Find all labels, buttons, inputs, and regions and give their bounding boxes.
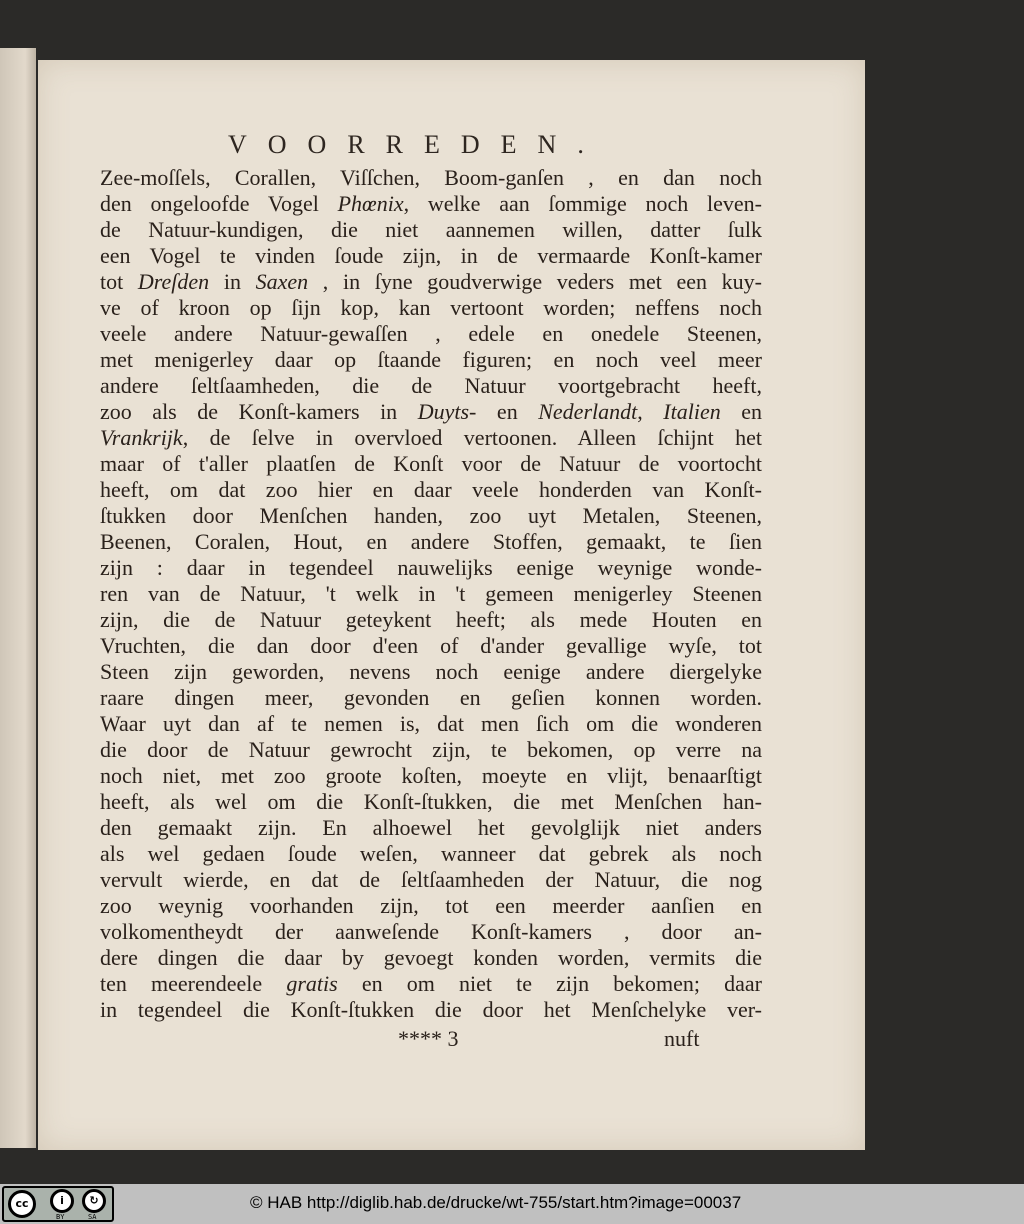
text-segment: den gemaakt zijn. En alhoewel het gevolglijk niet anders [100, 815, 762, 840]
text-line [100, 659, 762, 685]
text-line [100, 555, 762, 581]
text-segment: heeft, om dat zoo hier en daar veele honderden van Konſt- [100, 477, 762, 502]
text-line [100, 451, 762, 477]
catchword: nuft [664, 1026, 700, 1051]
text-line [100, 529, 762, 555]
cc-icon: cc [8, 1190, 36, 1218]
text-line [100, 945, 762, 971]
italic-text: Saxen [255, 269, 309, 294]
signature-mark: **** 3 [398, 1026, 459, 1051]
text-segment: en [476, 399, 539, 424]
italic-text: Phœnix [337, 191, 404, 216]
text-segment: een Vogel te vinden ſoude zijn, in de vermaarde Konſt-kamer [100, 243, 762, 268]
text-line [100, 789, 762, 815]
text-line [100, 685, 762, 711]
text-line [100, 477, 762, 503]
text-line [100, 425, 762, 451]
text-segment: ſtukken door Menſchen handen, zoo uyt Metalen, Steenen, [100, 503, 762, 528]
text-segment: raare dingen meer, gevonden en geſien konnen worden. [100, 685, 762, 710]
text-line [100, 919, 762, 945]
text-line [100, 269, 762, 295]
text-segment: die door de Natuur gewrocht zijn, te bekomen, op verre na [100, 737, 762, 762]
page-body-text [100, 165, 762, 1023]
text-segment: , in ſyne goudverwige veders met een kuy- [308, 269, 762, 294]
italic-text: Duyts- [417, 399, 477, 424]
text-segment: ren van de Natuur, 't welk in 't gemeen menigerley Steenen [100, 581, 762, 606]
text-segment: zoo weynig voorhanden zijn, tot een meerder aanſien en [100, 893, 762, 918]
text-line [100, 217, 762, 243]
text-line [100, 321, 762, 347]
text-line [100, 191, 762, 217]
text-segment: ten meerendeele [100, 971, 287, 996]
italic-text: Italien [663, 399, 721, 424]
credit-link[interactable]: © HAB http://diglib.hab.de/drucke/wt-755/start.htm?image=00037 [250, 1193, 742, 1212]
italic-text: Nederlandt [538, 399, 638, 424]
text-segment: vervult wierde, en dat de ſeltſaamheden der Natuur, die nog [100, 867, 762, 892]
text-line [100, 581, 762, 607]
text-segment: met menigerley daar op ſtaande figuren; en noch veel meer [100, 347, 762, 372]
text-segment: zijn, die de Natuur geteykent heeft; als mede Houten en [100, 607, 762, 632]
viewer-footer [0, 1184, 1024, 1224]
text-segment: Zee-moſſels, Corallen, Viſſchen, Boom-ganſen , en dan noch [100, 165, 762, 190]
sa-icon: ↻ [82, 1189, 106, 1213]
text-segment: zijn : daar in tegendeel nauwelijks eenige weynige wonde- [100, 555, 762, 580]
text-segment: heeft, als wel om die Konſt-ſtukken, die met Menſchen han- [100, 789, 762, 814]
text-segment: dere dingen die daar by gevoegt konden worden, vermits die [100, 945, 762, 970]
text-segment: in [209, 269, 256, 294]
text-line [100, 243, 762, 269]
text-segment: noch niet, met zoo groote koſten, moeyte en vlijt, benaarſtigt [100, 763, 762, 788]
text-line [100, 763, 762, 789]
text-line [100, 399, 762, 425]
text-line [100, 347, 762, 373]
text-segment: , welke aan ſommige noch leven- [403, 191, 763, 216]
text-segment: in tegendeel die Konſt-ſtukken die door het Menſchelyke ver- [100, 997, 762, 1022]
text-line [100, 373, 762, 399]
text-segment: , de ſelve in overvloed vertoonen. Alleen ſchijnt het [182, 425, 762, 450]
text-line [100, 607, 762, 633]
text-segment: volkomentheydt der aanweſende Konſt-kamers , door an- [100, 919, 762, 944]
sa-label: SA [88, 1213, 97, 1221]
text-segment: maar of t'aller plaatſen de Konſt voor de Natuur de voortocht [100, 451, 762, 476]
text-line [100, 633, 762, 659]
text-line [100, 815, 762, 841]
by-icon: i [50, 1189, 74, 1213]
text-line [100, 711, 762, 737]
text-segment: en om niet te zijn bekomen; daar [337, 971, 763, 996]
text-segment: Steen zijn geworden, nevens noch eenige andere diergelyke [100, 659, 762, 684]
text-line [100, 737, 762, 763]
cc-by-sa-license-badge[interactable] [2, 1186, 114, 1222]
text-line [100, 503, 762, 529]
text-segment: veele andere Natuur-gewaſſen , edele en onedele Steenen, [100, 321, 762, 346]
text-segment: Vruchten, die dan door d'een of d'ander gevallige wyſe, tot [100, 633, 762, 658]
italic-text: Vrankrijk [100, 425, 183, 450]
text-segment: tot [100, 269, 138, 294]
text-segment: ve of kroon op ſijn kop, kan vertoont worden; neffens noch [100, 295, 762, 320]
running-title: VOORREDEN. [228, 130, 605, 159]
text-line [100, 997, 762, 1023]
text-segment: zoo als de Konſt-kamers in [100, 399, 418, 424]
text-segment: als wel gedaen ſoude weſen, wanneer dat gebrek als noch [100, 841, 762, 866]
text-segment: andere ſeltſaamheden, die de Natuur voortgebracht heeft, [100, 373, 762, 398]
text-segment: , [637, 399, 664, 424]
text-segment: den ongeloofde Vogel [100, 191, 338, 216]
text-line [100, 295, 762, 321]
text-line [100, 893, 762, 919]
by-label: BY [56, 1213, 65, 1221]
italic-text: Dreſden [137, 269, 210, 294]
text-line [100, 165, 762, 191]
italic-text: gratis [286, 971, 338, 996]
text-line [100, 971, 762, 997]
text-segment: de Natuur-kundigen, die niet aannemen willen, datter ſulk [100, 217, 762, 242]
text-line [100, 867, 762, 893]
text-segment: en [720, 399, 763, 424]
text-segment: Beenen, Coralen, Hout, en andere Stoffen, gemaakt, te ſien [100, 529, 762, 554]
text-line [100, 841, 762, 867]
adjacent-page-edge [0, 48, 36, 1148]
text-segment: Waar uyt dan af te nemen is, dat men ſich om die wonderen [100, 711, 762, 736]
